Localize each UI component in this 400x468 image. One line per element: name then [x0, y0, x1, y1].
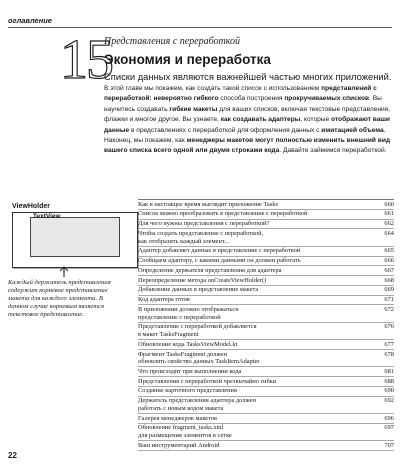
toc-entry-title: Галерея менеджеров макетов [138, 414, 218, 422]
toc-entry[interactable] [138, 441, 394, 451]
toc-entry-page: 661 [384, 210, 394, 218]
toc-entry[interactable] [138, 350, 394, 367]
section-label: оглавление [8, 16, 52, 25]
toc-entry[interactable] [138, 210, 394, 220]
header-divider [8, 27, 392, 28]
toc-entry-page: 677 [384, 340, 394, 348]
toc-entry[interactable] [138, 266, 394, 276]
toc-entry-page: 688 [384, 377, 394, 385]
toc-entry-title: Фрагмент TasksFragment должен обновлять свойство данных TaskItemAdapter [138, 350, 260, 366]
toc-entry-title: Для чего нужны представления с переработкой? [138, 220, 270, 228]
toc-entry[interactable] [138, 247, 394, 257]
toc-entry-title: Добавление данных в представление макета [138, 286, 259, 294]
table-of-contents [138, 199, 394, 451]
toc-entry[interactable] [138, 387, 394, 397]
arrow-up-icon [54, 266, 74, 278]
toc-entry-page: 690 [384, 387, 394, 395]
toc-entry-title: Определение держателя представления для адаптера [138, 266, 282, 274]
toc-entry-title: Переопределение метода onCreateViewHolder() [138, 276, 267, 284]
toc-entry-page: 697 [384, 424, 394, 432]
chapter-title: Экономия и переработка [104, 52, 271, 67]
handwritten-note: Каждый держатель представления содержит корневое представление макета для каждого элемента. В данном случае корневым является текстовое представление. [8, 279, 111, 319]
toc-entry[interactable] [138, 229, 394, 246]
toc-entry[interactable] [138, 414, 394, 424]
toc-entry[interactable] [138, 200, 394, 210]
chapter-description: В этой главе мы покажем, как создать такой список с использованием представлений с переработкой: невероятно гибкого способа построения прокручиваемых списков. Вы научитесь создавать гибкие макеты для ваших списков, включая текстовые представления, флажки и многое другое. Вы узнаете, как создавать адаптеры, которые отображают ваши данные в представлениях с переработкой для оформления данных с имитацией объема. Наконец, мы покажем, как менеджеры макетов могут полностью изменить внешний вид вашего списка всего одной или двумя строками кода. Давайте займемся переработкой. [104, 85, 391, 155]
toc-entry[interactable] [138, 286, 394, 296]
toc-entry-title: Сообщаем адаптеру, с какими данными он должен работать [138, 257, 301, 265]
toc-entry-page: 696 [384, 414, 394, 422]
toc-entry-page: 666 [384, 257, 394, 265]
toc-entry-page: 660 [384, 200, 394, 208]
toc-entry-page: 672 [384, 306, 394, 313]
toc-entry-title: Адаптер добавляет данные в представление с переработкой [138, 247, 301, 255]
toc-entry-page: 667 [384, 266, 394, 274]
toc-entry[interactable] [138, 296, 394, 306]
textview-label: TextView [33, 213, 61, 220]
toc-entry-title: Список можно преобразовать в представление с переработкой [138, 210, 308, 218]
toc-entry-title: Ваш инструментарий Android [138, 441, 220, 449]
viewholder-label: ViewHolder [12, 203, 50, 210]
toc-entry[interactable] [138, 276, 394, 286]
toc-entry-title: Держатель представления адаптера должен работать с новым кодом макета [138, 397, 257, 412]
toc-entry-title: Представления с переработкой чрезвычайно гибки [138, 377, 277, 385]
toc-entry-title: Как в настоящее время выглядит приложение Tasks [138, 200, 278, 208]
page-number: 22 [8, 451, 17, 460]
chapter-intro: Списки данных являются важнейшей частью многих приложений. [104, 71, 392, 82]
chapter-subtitle: Представления с переработкой [104, 36, 240, 47]
toc-entry[interactable] [138, 305, 394, 322]
toc-entry-title: Представление с переработкой добавляется в макет TasksFragment [138, 323, 257, 338]
toc-entry-title: В приложении должно отображаться представление с переработкой [138, 306, 239, 321]
toc-entry-page: 669 [384, 286, 394, 294]
toc-entry-page: 664 [384, 229, 394, 237]
toc-entry[interactable] [138, 424, 394, 441]
toc-entry[interactable] [138, 257, 394, 267]
toc-entry-title: Создание карточного представления [138, 387, 237, 395]
toc-entry-page: 665 [384, 247, 394, 255]
toc-entry-page: 692 [384, 397, 394, 405]
toc-entry[interactable] [138, 220, 394, 230]
toc-entry[interactable] [138, 323, 394, 340]
toc-entry-page: 671 [384, 296, 394, 304]
toc-entry-page: 662 [384, 220, 394, 228]
toc-entry-page: 678 [384, 350, 394, 358]
toc-entry-title: Что происходит при выполнении кода [138, 367, 242, 375]
toc-entry-title: Чтобы создать представление с переработкой, как отобразить каждый элемент... [138, 229, 264, 245]
toc-entry-title: Обновление кода TasksViewModel.kt [138, 340, 238, 348]
toc-entry-title: Обновление fragment_tasks.xml для размещения элементов в сетке [138, 424, 232, 439]
toc-entry[interactable] [138, 377, 394, 387]
toc-entry[interactable] [138, 397, 394, 414]
chapter-number: 15 [60, 29, 112, 91]
toc-entry-title: Код адаптера готов [138, 296, 190, 304]
toc-entry-page: 668 [384, 276, 394, 284]
toc-entry-page: 676 [384, 323, 394, 331]
textview-box [30, 217, 120, 257]
toc-entry-page: 681 [384, 367, 394, 375]
toc-entry[interactable] [138, 340, 394, 350]
toc-entry-page: 707 [384, 441, 394, 449]
toc-entry[interactable] [138, 367, 394, 377]
